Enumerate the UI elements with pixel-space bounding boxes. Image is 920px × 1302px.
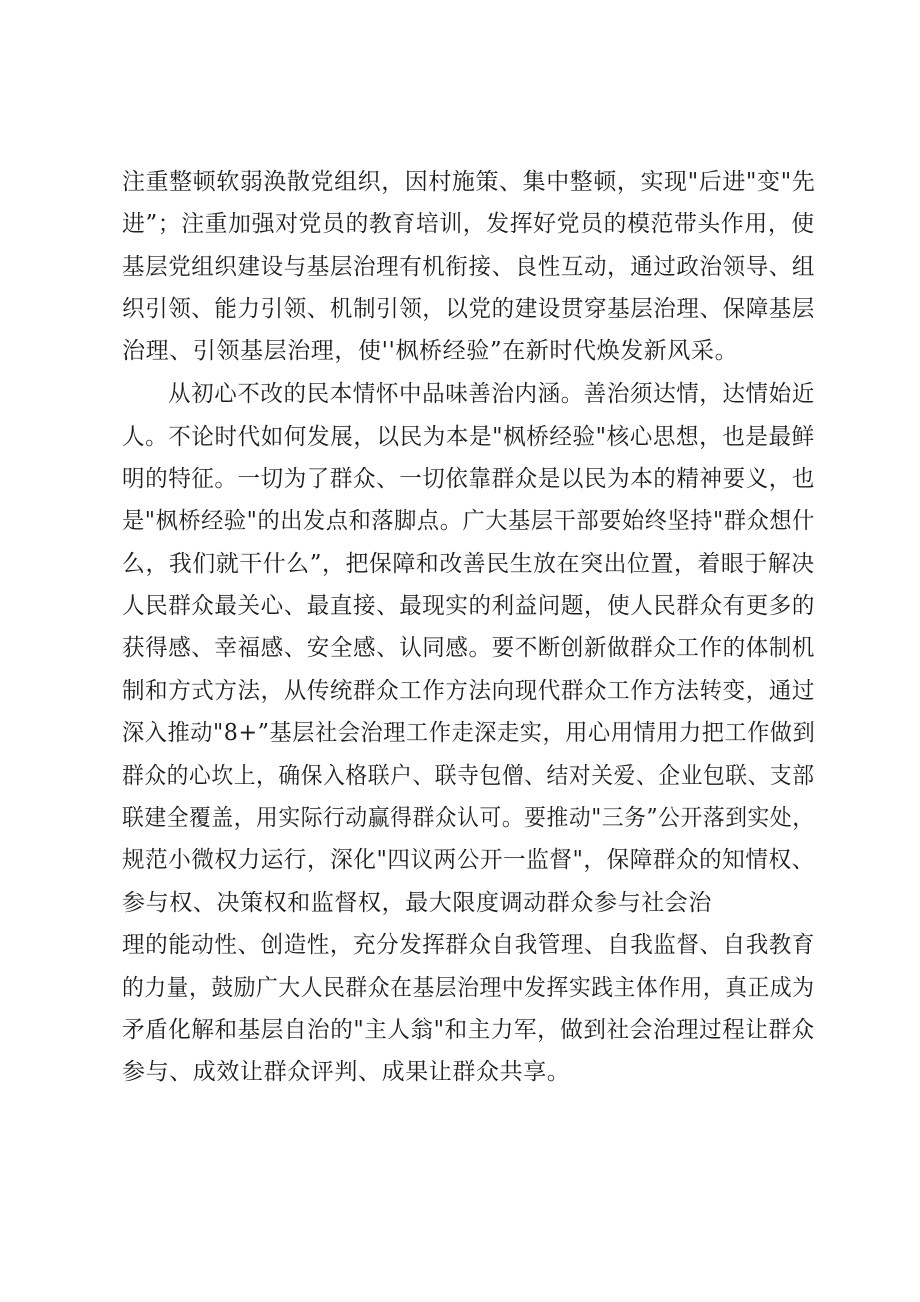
text-line: 是"枫桥经验"的出发点和落脚点。广大基层干部要始终坚持"群众想什 bbox=[122, 508, 815, 534]
text-line: 人民群众最关心、最直接、最现实的利益问题，使人民群众有更多的 bbox=[122, 593, 815, 619]
text-line: 获得感、幸福感、安全感、认同感。要不断创新做群众工作的体制机 bbox=[122, 635, 815, 661]
text-line: 群众的心坎上，确保入格联户、联寺包僧、结对关爱、企业包联、支部 bbox=[122, 763, 815, 789]
text-line: 治理、引领基层治理，使''枫桥经验”在新时代焕发新风采。 bbox=[122, 338, 739, 364]
text-line: 规范小微权力运行，深化"四议两公开一监督"，保障群众的知情权、 bbox=[122, 847, 815, 873]
text-line: 的力量，鼓励广大人民群众在基层治理中发挥实践主体作用，真正成为 bbox=[122, 975, 815, 1001]
text-line: 参与、成效让群众评判、成果让群众共享。 bbox=[122, 1059, 571, 1085]
text-line: 联建全覆盖，用实际行动赢得群众认可。要推动"三务”公开落到实处， bbox=[122, 805, 815, 831]
text-line: 人。不论时代如何发展，以民为本是"枫桥经验"核心思想，也是最鲜 bbox=[122, 424, 815, 450]
text-line: 明的特征。一切为了群众、一切依靠群众是以民为本的精神要义，也 bbox=[122, 466, 815, 492]
text-line: 进”；注重加强对党员的教育培训，发挥好党员的模范带头作用，使 bbox=[122, 211, 815, 237]
text-line: 矛盾化解和基层自治的"主人翁"和主力军，做到社会治理过程让群众 bbox=[122, 1017, 815, 1043]
text-line: 深入推动"8+”基层社会治理工作走深走实，用心用情用力把工作做到 bbox=[122, 720, 816, 746]
text-line: 织引领、能力引领、机制引领，以党的建设贯穿基层治理、保障基层 bbox=[122, 296, 815, 322]
paragraph-first-line: 从初心不改的民本情怀中品味善治内涵。善治须达情，达情始近 bbox=[168, 381, 815, 407]
text-line: 参与权、决策权和监督权，最大限度调动群众参与社会治 bbox=[122, 890, 712, 916]
text-line: 么，我们就干什么”，把保障和改善民生放在突出位置，着眼于解决 bbox=[122, 551, 815, 577]
text-line: 基层党组织建设与基层治理有机衔接、良性互动，通过政治领导、组 bbox=[122, 254, 815, 280]
text-line: 注重整顿软弱涣散党组织，因村施策、集中整顿，实现"后进"变"先 bbox=[122, 169, 816, 195]
text-line: 理的能动性、创造性，充分发挥群众自我管理、自我监督、自我教育 bbox=[122, 932, 815, 958]
text-line: 制和方式方法，从传统群众工作方法向现代群众工作方法转变，通过 bbox=[122, 678, 815, 704]
